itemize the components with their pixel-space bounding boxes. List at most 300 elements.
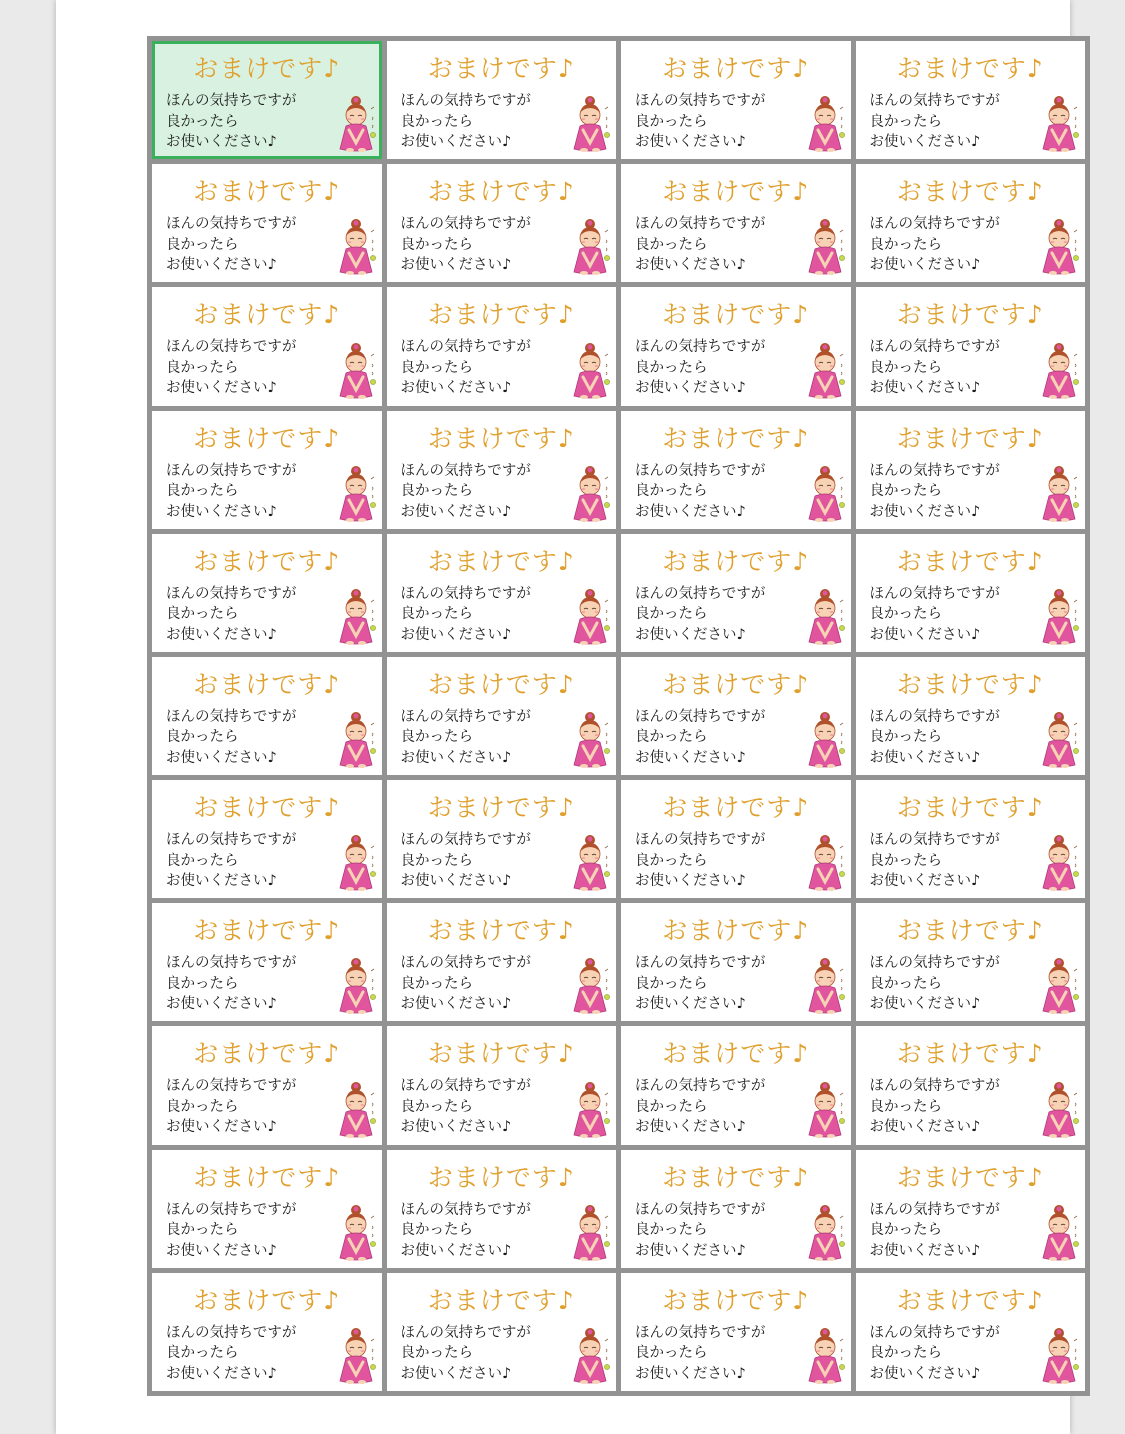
label-message-line: お使いください♪ [166, 873, 277, 890]
document-page [56, 0, 1070, 1434]
label-title: おまけです♪ [193, 916, 341, 946]
label-message-line: お使いください♪ [869, 626, 981, 643]
bowing-girl-icon [337, 1081, 377, 1139]
label-cell[interactable] [152, 780, 382, 898]
bowing-girl-icon [806, 957, 846, 1015]
label-title: おまけです♪ [896, 793, 1044, 823]
label-message-line: 良かったら [166, 236, 239, 253]
label-cell[interactable] [621, 657, 851, 775]
label-message-line: 良かったら [869, 852, 942, 869]
bowing-girl-icon [337, 218, 377, 276]
label-message-line: 良かったら [400, 1222, 473, 1239]
label-cell[interactable] [856, 1026, 1086, 1144]
label-cell[interactable] [856, 780, 1086, 898]
label-message [870, 830, 1000, 892]
label-cell[interactable] [856, 411, 1086, 529]
label-message-line: 良かったら [166, 606, 239, 623]
label-cell[interactable] [856, 1150, 1086, 1268]
label-message-line: 良かったら [166, 1345, 239, 1362]
bowing-girl-icon [337, 465, 377, 523]
label-cell[interactable] [621, 411, 851, 529]
label-cell[interactable] [152, 903, 382, 1021]
label-message-line: お使いください♪ [400, 749, 512, 766]
bowing-girl-icon [571, 1081, 611, 1139]
label-message-line: お使いください♪ [400, 996, 512, 1013]
label-message-line: ほんの気持ちですが [166, 1078, 297, 1095]
label-title: おまけです♪ [662, 423, 810, 453]
label-title: おまけです♪ [193, 54, 341, 83]
bowing-girl-icon [337, 711, 377, 769]
bowing-girl-icon [571, 465, 611, 523]
label-title: おまけです♪ [427, 177, 575, 207]
label-message-line: ほんの気持ちですが [635, 955, 766, 972]
label-message [401, 337, 531, 399]
label-title: おまけです♪ [193, 300, 341, 330]
label-message-line: ほんの気持ちですが [400, 1078, 531, 1095]
label-message-line: 良かったら [166, 483, 239, 500]
label-message [635, 1323, 765, 1385]
bowing-girl-icon [1040, 957, 1080, 1015]
label-cell[interactable] [621, 1026, 851, 1144]
label-message-line: お使いください♪ [166, 1242, 277, 1259]
label-cell[interactable] [856, 1273, 1086, 1391]
label-cell[interactable] [387, 287, 617, 405]
label-message-line: ほんの気持ちですが [869, 1201, 1000, 1218]
label-message-line: ほんの気持ちですが [869, 462, 1000, 479]
label-message-line: 良かったら [400, 483, 473, 500]
bowing-girl-icon [1040, 1204, 1080, 1262]
label-message [870, 337, 1000, 399]
label-message-line: 良かったら [400, 729, 473, 746]
label-cell[interactable] [387, 657, 617, 775]
label-title: おまけです♪ [896, 916, 1044, 946]
label-message [166, 461, 296, 523]
label-message-line: お使いください♪ [166, 996, 277, 1013]
bowing-girl-icon [571, 95, 611, 153]
bowing-girl-icon [337, 834, 377, 892]
label-message-line: ほんの気持ちですが [400, 1201, 531, 1218]
label-message-line: 良かったら [869, 1098, 942, 1115]
label-message-line: 良かったら [635, 852, 708, 869]
bowing-girl-icon [1040, 218, 1080, 276]
label-title: おまけです♪ [193, 669, 341, 699]
label-message-line: お使いください♪ [869, 873, 981, 890]
bowing-girl-icon [806, 465, 846, 523]
label-title: おまけです♪ [427, 1285, 575, 1315]
label-message-line: ほんの気持ちですが [400, 216, 531, 233]
label-message-line: 良かったら [869, 729, 942, 746]
label-message-line: 良かったら [869, 606, 942, 623]
label-title: おまけです♪ [427, 300, 575, 330]
label-message-line: お使いください♪ [635, 380, 746, 397]
label-cell[interactable] [152, 164, 382, 282]
label-message [635, 91, 765, 153]
bowing-girl-icon [571, 834, 611, 892]
label-title: おまけです♪ [662, 1039, 810, 1069]
bowing-girl-icon [571, 218, 611, 276]
label-message-line: お使いください♪ [869, 996, 981, 1013]
bowing-girl-icon [806, 218, 846, 276]
label-title: おまけです♪ [896, 54, 1044, 83]
label-message-line: ほんの気持ちですが [166, 1201, 297, 1218]
label-cell[interactable] [856, 41, 1086, 159]
label-message-line: お使いください♪ [400, 1365, 512, 1382]
label-cell[interactable] [621, 1150, 851, 1268]
bowing-girl-icon [337, 95, 377, 153]
label-message-line: お使いください♪ [635, 503, 746, 520]
label-message-line: 良かったら [400, 1345, 473, 1362]
label-message-line: 良かったら [635, 1098, 708, 1115]
label-message [635, 461, 765, 523]
label-message-line: ほんの気持ちですが [635, 708, 766, 725]
label-message-line: お使いください♪ [166, 749, 277, 766]
bowing-girl-icon [1040, 95, 1080, 153]
label-message-line: 良かったら [166, 359, 239, 376]
label-cell[interactable] [621, 903, 851, 1021]
label-message-line: 良かったら [166, 852, 239, 869]
label-message-line: 良かったら [166, 1098, 239, 1115]
label-message-line: ほんの気持ちですが [869, 832, 1000, 849]
label-message-line: お使いください♪ [869, 1365, 981, 1382]
label-message-line: 良かったら [400, 236, 473, 253]
label-cell[interactable] [387, 411, 617, 529]
label-message [635, 830, 765, 892]
label-cell[interactable] [856, 903, 1086, 1021]
bowing-girl-icon [1040, 1327, 1080, 1385]
label-message-line: お使いください♪ [635, 626, 746, 643]
label-message-line: ほんの気持ちですが [400, 955, 531, 972]
bowing-girl-icon [571, 588, 611, 646]
label-message [870, 953, 1000, 1015]
label-message-line: ほんの気持ちですが [869, 93, 1000, 109]
label-message-line: ほんの気持ちですが [166, 339, 297, 356]
label-cell[interactable] [152, 534, 382, 652]
label-message [166, 1323, 296, 1385]
label-cell[interactable] [387, 1026, 617, 1144]
label-cell[interactable] [387, 1273, 617, 1391]
label-cell[interactable] [152, 1273, 382, 1391]
label-message [166, 707, 296, 769]
label-cell[interactable] [387, 164, 617, 282]
label-message-line: ほんの気持ちですが [635, 585, 766, 602]
label-cell[interactable] [621, 41, 851, 159]
bowing-girl-icon [337, 588, 377, 646]
label-message [166, 214, 296, 276]
label-title: おまけです♪ [427, 546, 575, 576]
label-message-line: ほんの気持ちですが [166, 1324, 297, 1341]
label-message-line: お使いください♪ [400, 257, 512, 274]
bowing-girl-icon [571, 1204, 611, 1262]
bowing-girl-icon [1040, 1081, 1080, 1139]
label-message [401, 707, 531, 769]
bowing-girl-icon [1040, 588, 1080, 646]
label-title: おまけです♪ [896, 546, 1044, 576]
label-message-line: ほんの気持ちですが [869, 955, 1000, 972]
label-title: おまけです♪ [896, 300, 1044, 330]
label-message-line: お使いください♪ [166, 626, 277, 643]
label-message-line: 良かったら [635, 483, 708, 500]
label-title: おまけです♪ [193, 177, 341, 207]
label-message-line: 良かったら [635, 359, 708, 376]
label-cell[interactable] [621, 780, 851, 898]
label-message-line: ほんの気持ちですが [869, 1078, 1000, 1095]
label-cell[interactable] [387, 534, 617, 652]
label-cell[interactable] [152, 411, 382, 529]
label-title: おまけです♪ [896, 423, 1044, 453]
label-message-line: 良かったら [869, 1222, 942, 1239]
label-message-line: ほんの気持ちですが [166, 216, 297, 233]
label-message-line: お使いください♪ [869, 749, 981, 766]
label-cell[interactable] [152, 287, 382, 405]
label-title: おまけです♪ [662, 793, 810, 823]
label-message-line: 良かったら [869, 1345, 942, 1362]
label-message [635, 214, 765, 276]
label-cell[interactable] [621, 534, 851, 652]
label-message [635, 1076, 765, 1138]
label-message-line: ほんの気持ちですが [869, 1324, 1000, 1341]
label-message-line: ほんの気持ちですが [400, 93, 531, 109]
label-cell[interactable] [621, 1273, 851, 1391]
label-message-line: お使いください♪ [869, 134, 981, 150]
label-message-line: お使いください♪ [869, 1119, 981, 1136]
label-message-line: お使いください♪ [400, 380, 512, 397]
label-message-line: 良かったら [166, 113, 239, 130]
label-title: おまけです♪ [193, 1039, 341, 1069]
bowing-girl-icon [806, 1327, 846, 1385]
label-title: おまけです♪ [662, 1285, 810, 1315]
label-message [635, 707, 765, 769]
label-title: おまけです♪ [896, 177, 1044, 207]
bowing-girl-icon [1040, 711, 1080, 769]
label-message-line: ほんの気持ちですが [635, 339, 766, 356]
label-title: おまけです♪ [427, 916, 575, 946]
label-message [870, 584, 1000, 646]
label-message [635, 953, 765, 1015]
label-cell[interactable] [152, 1026, 382, 1144]
label-message-line: お使いください♪ [635, 1365, 746, 1382]
bowing-girl-icon [806, 1204, 846, 1262]
label-message [870, 1076, 1000, 1138]
label-message-line: お使いください♪ [166, 503, 277, 520]
label-message-line: ほんの気持ちですが [166, 832, 297, 849]
label-message [401, 214, 531, 276]
label-message-line: 良かったら [635, 113, 708, 130]
label-title: おまけです♪ [896, 669, 1044, 699]
label-message [401, 830, 531, 892]
label-message-line: ほんの気持ちですが [166, 462, 297, 479]
label-title: おまけです♪ [427, 793, 575, 823]
label-title: おまけです♪ [896, 1285, 1044, 1315]
bowing-girl-icon [1040, 342, 1080, 400]
label-message-line: お使いください♪ [166, 1119, 277, 1136]
bowing-girl-icon [337, 1327, 377, 1385]
label-title: おまけです♪ [427, 54, 575, 83]
label-message-line: お使いください♪ [635, 996, 746, 1013]
label-title: おまけです♪ [896, 1162, 1044, 1192]
label-message [635, 584, 765, 646]
label-message-line: ほんの気持ちですが [869, 216, 1000, 233]
label-sheet [147, 36, 1090, 1396]
label-message [166, 830, 296, 892]
label-message [401, 461, 531, 523]
label-message [401, 91, 531, 153]
bowing-girl-icon [806, 588, 846, 646]
label-cell[interactable] [387, 780, 617, 898]
label-message-line: 良かったら [400, 852, 473, 869]
label-message [870, 91, 1000, 153]
label-message-line: ほんの気持ちですが [635, 462, 766, 479]
label-message [401, 1200, 531, 1262]
label-message-line: お使いください♪ [869, 503, 981, 520]
label-message [401, 584, 531, 646]
label-cell[interactable] [387, 1150, 617, 1268]
label-message [166, 1200, 296, 1262]
bowing-girl-icon [337, 1204, 377, 1262]
label-message-line: ほんの気持ちですが [635, 832, 766, 849]
bowing-girl-icon [571, 1327, 611, 1385]
label-message-line: 良かったら [869, 483, 942, 500]
label-message-line: 良かったら [869, 975, 942, 992]
label-title: おまけです♪ [662, 1162, 810, 1192]
label-cell[interactable] [856, 534, 1086, 652]
label-message-line: お使いください♪ [400, 873, 512, 890]
label-message-line: ほんの気持ちですが [400, 585, 531, 602]
label-title: おまけです♪ [662, 54, 810, 83]
label-message-line: 良かったら [400, 606, 473, 623]
bowing-girl-icon [806, 342, 846, 400]
label-message [870, 1323, 1000, 1385]
bowing-girl-icon [806, 1081, 846, 1139]
label-message [635, 337, 765, 399]
label-cell[interactable] [387, 41, 617, 159]
label-message-line: ほんの気持ちですが [166, 708, 297, 725]
label-message [166, 953, 296, 1015]
label-message-line: お使いください♪ [635, 1119, 746, 1136]
label-message-line: ほんの気持ちですが [635, 93, 766, 109]
label-message-line: 良かったら [400, 359, 473, 376]
label-title: おまけです♪ [662, 669, 810, 699]
label-message-line: お使いください♪ [166, 380, 277, 397]
label-message-line: 良かったら [635, 606, 708, 623]
label-message [166, 91, 296, 153]
label-cell[interactable] [856, 657, 1086, 775]
label-message [870, 461, 1000, 523]
label-title: おまけです♪ [662, 916, 810, 946]
label-message-line: ほんの気持ちですが [869, 585, 1000, 602]
label-message-line: お使いください♪ [635, 257, 746, 274]
label-message-line: お使いください♪ [635, 873, 746, 890]
label-cell[interactable] [152, 657, 382, 775]
bowing-girl-icon [806, 711, 846, 769]
label-title: おまけです♪ [427, 669, 575, 699]
bowing-girl-icon [1040, 834, 1080, 892]
label-title: おまけです♪ [662, 300, 810, 330]
label-message-line: ほんの気持ちですが [166, 955, 297, 972]
label-message-line: お使いください♪ [635, 749, 746, 766]
label-cell[interactable] [152, 1150, 382, 1268]
label-message-line: お使いください♪ [869, 380, 981, 397]
label-message-line: 良かったら [400, 113, 473, 130]
label-message-line: 良かったら [869, 113, 942, 130]
label-message-line: お使いください♪ [400, 626, 512, 643]
label-message [166, 1076, 296, 1138]
label-message-line: ほんの気持ちですが [166, 585, 297, 602]
label-message-line: 良かったら [635, 236, 708, 253]
label-cell[interactable] [621, 164, 851, 282]
label-message-line: お使いください♪ [400, 1119, 512, 1136]
bowing-girl-icon [1040, 465, 1080, 523]
label-cell-selected[interactable] [152, 41, 382, 159]
bowing-girl-icon [806, 95, 846, 153]
label-message [166, 584, 296, 646]
bowing-girl-icon [337, 342, 377, 400]
label-message [401, 1323, 531, 1385]
bowing-girl-icon [571, 711, 611, 769]
label-message-line: お使いください♪ [166, 134, 277, 150]
label-message-line: 良かったら [166, 729, 239, 746]
bowing-girl-icon [571, 957, 611, 1015]
label-message-line: 良かったら [635, 1222, 708, 1239]
label-cell[interactable] [621, 287, 851, 405]
label-message-line: ほんの気持ちですが [635, 1078, 766, 1095]
label-title: おまけです♪ [193, 546, 341, 576]
label-message-line: ほんの気持ちですが [400, 1324, 531, 1341]
label-title: おまけです♪ [427, 1039, 575, 1069]
label-message-line: 良かったら [400, 975, 473, 992]
label-cell[interactable] [856, 164, 1086, 282]
bowing-girl-icon [337, 957, 377, 1015]
label-message-line: お使いください♪ [635, 134, 746, 150]
label-message-line: 良かったら [869, 359, 942, 376]
label-title: おまけです♪ [662, 177, 810, 207]
label-message-line: ほんの気持ちですが [400, 708, 531, 725]
label-title: おまけです♪ [427, 1162, 575, 1192]
bowing-girl-icon [571, 342, 611, 400]
label-title: おまけです♪ [193, 1285, 341, 1315]
label-message-line: お使いください♪ [166, 257, 277, 274]
label-message-line: お使いください♪ [400, 134, 512, 150]
label-cell[interactable] [856, 287, 1086, 405]
label-message-line: お使いください♪ [400, 503, 512, 520]
label-message-line: ほんの気持ちですが [400, 832, 531, 849]
label-message [870, 707, 1000, 769]
label-message-line: ほんの気持ちですが [400, 462, 531, 479]
label-message-line: 良かったら [635, 975, 708, 992]
label-message-line: ほんの気持ちですが [635, 1324, 766, 1341]
label-message [401, 1076, 531, 1138]
bowing-girl-icon [806, 834, 846, 892]
label-title: おまけです♪ [662, 546, 810, 576]
label-message-line: 良かったら [869, 236, 942, 253]
label-message-line: お使いください♪ [635, 1242, 746, 1259]
label-title: おまけです♪ [427, 423, 575, 453]
label-message-line: 良かったら [400, 1098, 473, 1115]
label-message-line: ほんの気持ちですが [400, 339, 531, 356]
label-title: おまけです♪ [193, 1162, 341, 1192]
label-title: おまけです♪ [896, 1039, 1044, 1069]
label-message-line: お使いください♪ [166, 1365, 277, 1382]
label-message-line: 良かったら [635, 1345, 708, 1362]
label-message [870, 214, 1000, 276]
label-cell[interactable] [387, 903, 617, 1021]
label-message-line: お使いください♪ [400, 1242, 512, 1259]
label-message [166, 337, 296, 399]
label-message-line: 良かったら [635, 729, 708, 746]
label-message-line: 良かったら [166, 975, 239, 992]
label-message-line: ほんの気持ちですが [166, 93, 297, 109]
label-message [401, 953, 531, 1015]
label-message-line: ほんの気持ちですが [869, 708, 1000, 725]
